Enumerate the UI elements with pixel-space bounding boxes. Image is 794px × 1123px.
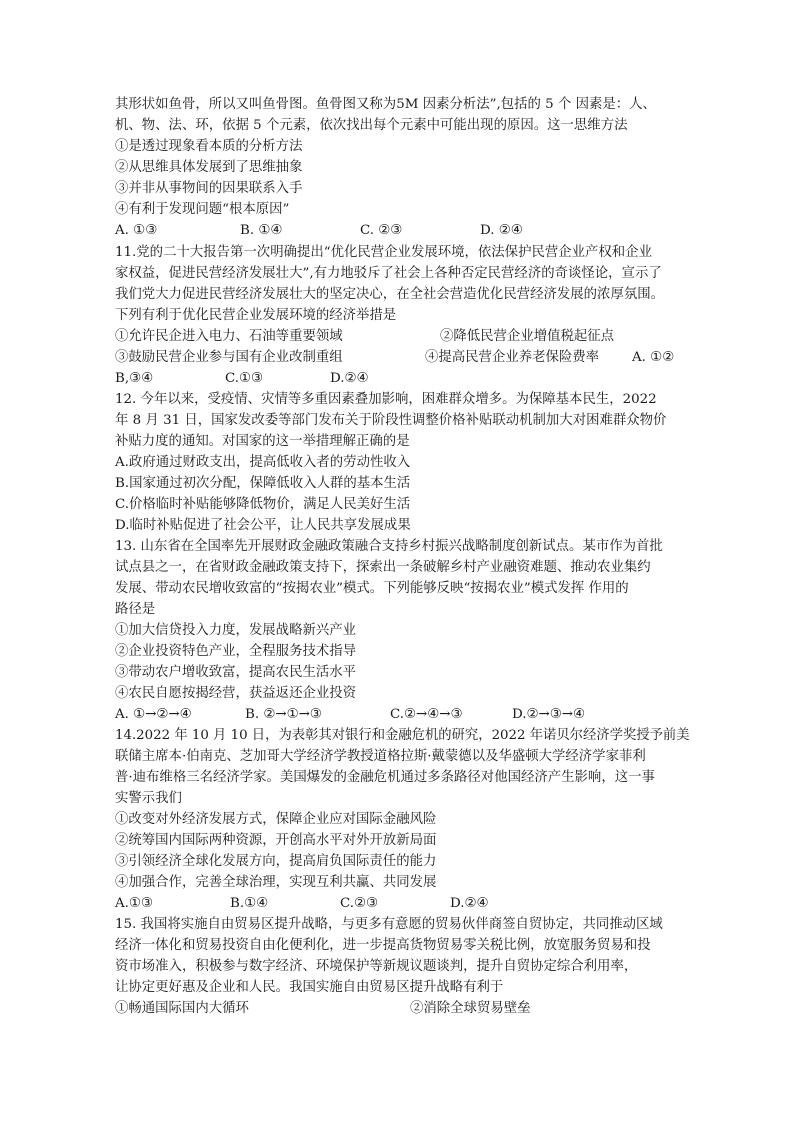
q11-choice-d: D.②④ — [330, 371, 369, 386]
q12-stem-line-2: 年 8 月 31 日，国家发改委等部门发布关于阶段性调整价格补贴联动机制加大对困难群众物价 — [115, 413, 667, 428]
q12-choice-a: A.政府通过财政支出，提高低收入者的劳动性收入 — [115, 455, 411, 470]
q10-choice-a: A. ①③ — [115, 223, 158, 238]
q13-choice-a: A. ①→②→④ — [115, 707, 192, 722]
q12-choice-b: B.国家通过初次分配，保障低收入人群的基本生活 — [115, 476, 411, 491]
q13-option-1: ①加大信贷投入力度，发展战略新兴产业 — [115, 623, 357, 638]
q14-option-1: ①改变对外经济发展方式，保障企业应对国际金融风险 — [115, 812, 437, 827]
q11-option-3: ③鼓励民营企业参与国有企业改制重组 — [115, 350, 343, 365]
q13-stem-line-4: 路径是 — [115, 602, 156, 617]
q11-stem-line-2: 家权益，促进民营经济发展壮大”,有力地驳斥了社会上各种否定民营经济的奇谈怪论，宣示了 — [115, 266, 662, 281]
q10-option-2: ②从思维具体发展到了思维抽象 — [115, 160, 303, 175]
q12-choice-c: C.价格临时补贴能够降低物价，满足人民美好生活 — [115, 497, 411, 512]
q13-choice-b: B. ②→①→③ — [245, 707, 322, 722]
q14-stem-line-3: 普·迪布维格三名经济学家。美国爆发的金融危机通过多条路径对他国经济产生影响，这一事 — [115, 770, 655, 785]
q14-option-2: ②统筹国内国际两种资源，开创高水平对外开放新局面 — [115, 833, 437, 848]
q13-stem-line-3: 发展、带动农民增收致富的“按揭农业”模式。下列能够反映“按揭农业”模式发挥 作用的 — [115, 581, 629, 596]
q10-choice-b: B. ①④ — [240, 223, 283, 238]
q11-stem-line-4: 下列有利于优化民营企业发展环境的经济举措是 — [115, 308, 397, 323]
q14-choice-a: A.①③ — [115, 896, 153, 911]
q13-choice-c: C.②→④→③ — [390, 707, 463, 722]
q13-stem-line-1: 13. 山东省在全国率先开展财政金融政策融合支持乡村振兴战略制度创新试点。某市作为首批 — [115, 539, 663, 554]
q13-stem-line-2: 试点县之一，在省财政金融政策支持下，探索出一条破解乡村产业融资难题、推动农业集约 — [115, 560, 651, 575]
q14-stem-line-2: 联储主席本·伯南克、芝加哥大学经济学教授道格拉斯·戴蒙德以及华盛顿大学经济学家菲利 — [115, 749, 646, 764]
q15-option-1: ①畅通国际国内大循环 — [115, 1001, 249, 1016]
q13-choice-d: D.②→③→④ — [512, 707, 585, 722]
q14-option-3: ③引领经济全球化发展方向，提高肩负国际责任的能力 — [115, 854, 437, 869]
q12-choice-d: D.临时补贴促进了社会公平，让人民共享发展成果 — [115, 518, 411, 533]
q14-stem-line-4: 实警示我们 — [115, 791, 182, 806]
q14-choice-d: D.②④ — [450, 896, 489, 911]
q10-choice-d: D. ②④ — [480, 223, 523, 238]
q15-stem-line-3: 资市场准入，积极参与数字经济、环境保护等新规议题谈判，提升自贸协定综合利用率， — [115, 959, 638, 974]
q10-choice-c: C. ②③ — [360, 223, 403, 238]
q14-stem-line-1: 14.2022 年 10 月 10 日，为表彰其对银行和金融危机的研究，2022 年诺贝尔经济学奖授予前美 — [115, 728, 690, 743]
q15-stem-line-1: 15. 我国将实施自由贸易区提升战略，与更多有意愿的贸易伙伴商签自贸协定，共同推动区域 — [115, 917, 663, 932]
q15-option-2: ②消除全球贸易壁垒 — [410, 1001, 531, 1016]
q12-stem-line-1: 12. 今年以来，受疫情、灾情等多重因素叠加影响，困难群众增多。为保障基本民生，2022 — [115, 392, 657, 407]
q14-choice-c: C.②③ — [340, 896, 379, 911]
q15-stem-line-2: 经济一体化和贸易投资自由化便利化，进一步提高货物贸易零关税比例，放宽服务贸易和投 — [115, 938, 651, 953]
q12-stem-line-3: 补贴力度的通知。对国家的这一举措理解正确的是 — [115, 434, 410, 449]
q10-option-3: ③并非从事物间的因果联系入手 — [115, 181, 303, 196]
q13-option-3: ③带动农户增收致富，提高农民生活水平 — [115, 665, 357, 680]
q11-option-2: ②降低民营企业增值税起征点 — [440, 329, 615, 344]
q11-choice-a: A. ①② — [632, 350, 675, 365]
q14-option-4: ④加强合作，完善全球治理，实现互利共赢、共同发展 — [115, 875, 437, 890]
q11-option-4: ④提高民营企业养老保险费率 — [425, 350, 600, 365]
q14-choice-b: B.①④ — [230, 896, 269, 911]
q11-stem-line-3: 我们党大力促进民营经济发展壮大的坚定决心，在全社会营造优化民营经济发展的浓厚氛围。 — [115, 287, 665, 302]
q15-stem-line-4: 让协定更好惠及企业和人民。我国实施自由贸易区提升战略有利于 — [115, 980, 504, 995]
q11-option-1: ①允许民企进入电力、石油等重要领域 — [115, 329, 343, 344]
q11-stem-line-1: 11.党的二十大报告第一次明确提出“优化民营企业发展环境，依法保护民营企业产权和企业 — [115, 245, 652, 260]
q11-choice-b: B,③④ — [115, 371, 154, 386]
q10-stem-line-1: 其形状如鱼骨，所以又叫鱼骨图。鱼骨图又称为5M 因素分析法”,包括的 5 个 因素是：人、 — [115, 97, 656, 112]
q10-stem-line-2: 机、物、法、环，依据 5 个元素，依次找出每个元素中可能出现的原因。这一思维方法 — [115, 118, 628, 133]
q13-option-4: ④农民自愿按揭经营，获益返还企业投资 — [115, 686, 357, 701]
q11-choice-c: C.①③ — [225, 371, 264, 386]
q13-option-2: ②企业投资特色产业，全程服务技术指导 — [115, 644, 357, 659]
q10-option-1: ①是透过现象看本质的分析方法 — [115, 139, 303, 154]
q10-option-4: ④有利于发现问题“根本原因” — [115, 202, 290, 217]
